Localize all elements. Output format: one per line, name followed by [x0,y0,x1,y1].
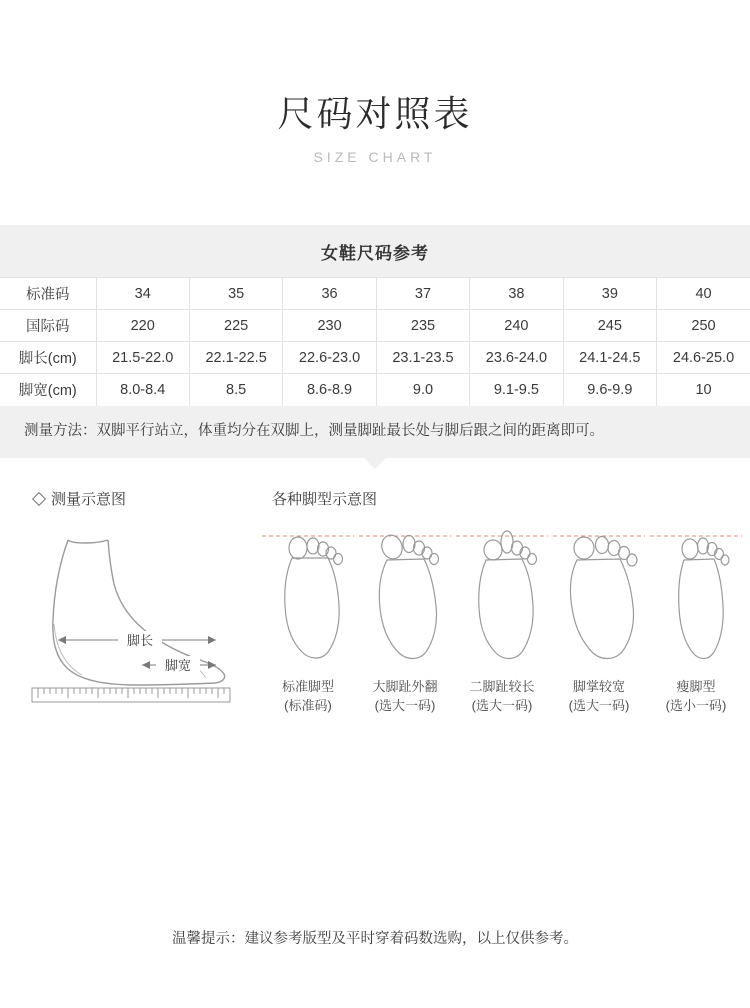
page-subtitle: SIZE CHART [313,149,437,166]
table-cell: 40 [657,278,750,310]
table-cell: 220 [96,310,189,342]
foot-type-name: 脚掌较宽 [572,679,625,695]
table-cell: 8.0-8.4 [96,374,189,406]
foot-width-label: 脚宽 [164,658,192,674]
page-header [0,0,750,165]
table-cell: 23.1-23.5 [376,342,469,374]
size-table-caption: 女鞋尺码参考 [0,225,750,277]
foot-print-long-second-toe-icon [456,522,548,672]
foot-type-art [553,522,645,672]
foot-type-art [650,522,742,672]
table-cell: 9.1-9.5 [470,374,563,406]
footer-tip [0,927,750,948]
page-title: 尺码对照表 [277,93,473,134]
note-caret [0,458,750,472]
foot-type-art [262,522,354,672]
table-cell: 10 [657,374,750,406]
foot-print-bunion-icon [359,522,451,672]
foot-type-item [553,522,645,716]
table-cell: 240 [470,310,563,342]
illustration-section [0,482,750,782]
foot-print-wide-icon [553,522,645,672]
table-cell: 34 [96,278,189,310]
foot-types-row [262,522,742,716]
foot-side-diagram [10,528,250,718]
size-table [0,277,750,406]
table-row [0,342,750,374]
table-cell: 9.0 [376,374,469,406]
foot-type-name: 瘦脚型 [676,679,716,695]
foot-type-advice: (选大一码) [471,698,533,714]
foot-length-label: 脚长 [126,633,154,649]
diamond-icon [32,492,46,506]
table-cell: 35 [189,278,282,310]
table-cell: 9.6-9.9 [563,374,656,406]
foot-type-advice: (标准码) [284,698,332,714]
table-cell: 250 [657,310,750,342]
measure-diagram-title [34,488,274,509]
table-cell: 21.5-22.0 [96,342,189,374]
table-cell: 8.6-8.9 [283,374,376,406]
row-header: 脚长(cm) [0,342,96,374]
measure-diagram-block [34,488,274,509]
table-cell: 37 [376,278,469,310]
foot-type-advice: (选大一码) [568,698,630,714]
foot-type-item [650,522,742,716]
table-cell: 22.6-23.0 [283,342,376,374]
table-row [0,278,750,310]
row-header: 标准码 [0,278,96,310]
foot-types-block [272,488,742,509]
table-cell: 36 [283,278,376,310]
measurement-note [0,406,750,459]
foot-type-art [456,522,548,672]
footer-tip-text: 建议参考版型及平时穿着码数选购，以上仅供参考。 [244,931,578,947]
table-row [0,374,750,406]
table-cell: 24.6-25.0 [657,342,750,374]
table-row [0,310,750,342]
table-cell: 39 [563,278,656,310]
table-cell: 225 [189,310,282,342]
foot-type-art [359,522,451,672]
table-cell: 22.1-22.5 [189,342,282,374]
table-cell: 38 [470,278,563,310]
footer-tip-label: 温馨提示： [172,931,245,947]
table-cell: 235 [376,310,469,342]
foot-type-item [359,522,451,716]
foot-types-title: 各种脚型示意图 [272,491,378,509]
foot-type-advice: (选大一码) [374,698,436,714]
foot-print-standard-icon [262,522,354,672]
table-cell: 245 [563,310,656,342]
size-table-section [0,225,750,406]
row-header: 脚宽(cm) [0,374,96,406]
table-cell: 23.6-24.0 [470,342,563,374]
row-header: 国际码 [0,310,96,342]
foot-type-name: 标准脚型 [281,679,334,695]
table-cell: 8.5 [189,374,282,406]
measurement-note-label: 测量方法： [24,422,97,439]
foot-type-name: 大脚趾外翻 [372,679,438,695]
table-cell: 24.1-24.5 [563,342,656,374]
foot-print-narrow-icon [650,522,742,672]
foot-type-item [262,522,354,716]
foot-type-name: 二脚趾较长 [469,679,535,695]
measure-diagram-title-text: 测量示意图 [51,491,127,509]
measurement-note-text: 双脚平行站立，体重均分在双脚上，测量脚趾最长处与脚后跟之间的距离即可。 [96,422,604,439]
foot-type-item [456,522,548,716]
foot-type-advice: (选小一码) [665,698,727,714]
table-cell: 230 [283,310,376,342]
